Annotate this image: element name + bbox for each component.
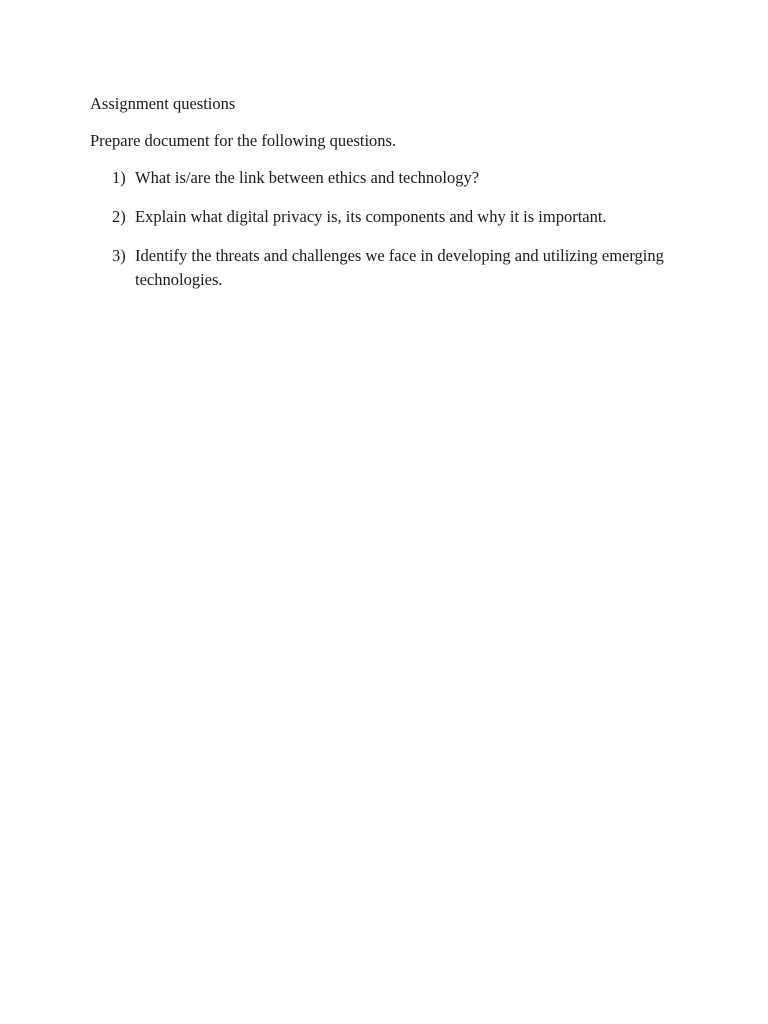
question-item-3: [112, 244, 672, 292]
question-number: 3): [112, 246, 126, 265]
document-heading: Assignment questions: [90, 94, 236, 113]
question-text: What is/are the link between ethics and technology?: [135, 168, 480, 187]
question-number: 1): [112, 168, 126, 187]
question-item-1: [112, 166, 672, 190]
question-item-2: [112, 205, 672, 229]
document-intro: Prepare document for the following questions.: [90, 131, 397, 150]
question-text: Explain what digital privacy is, its components and why it is important.: [135, 207, 607, 226]
question-text: Identify the threats and challenges we face in developing and utilizing emerging technologies.: [135, 246, 664, 289]
question-number: 2): [112, 207, 126, 226]
question-list: [112, 166, 672, 307]
